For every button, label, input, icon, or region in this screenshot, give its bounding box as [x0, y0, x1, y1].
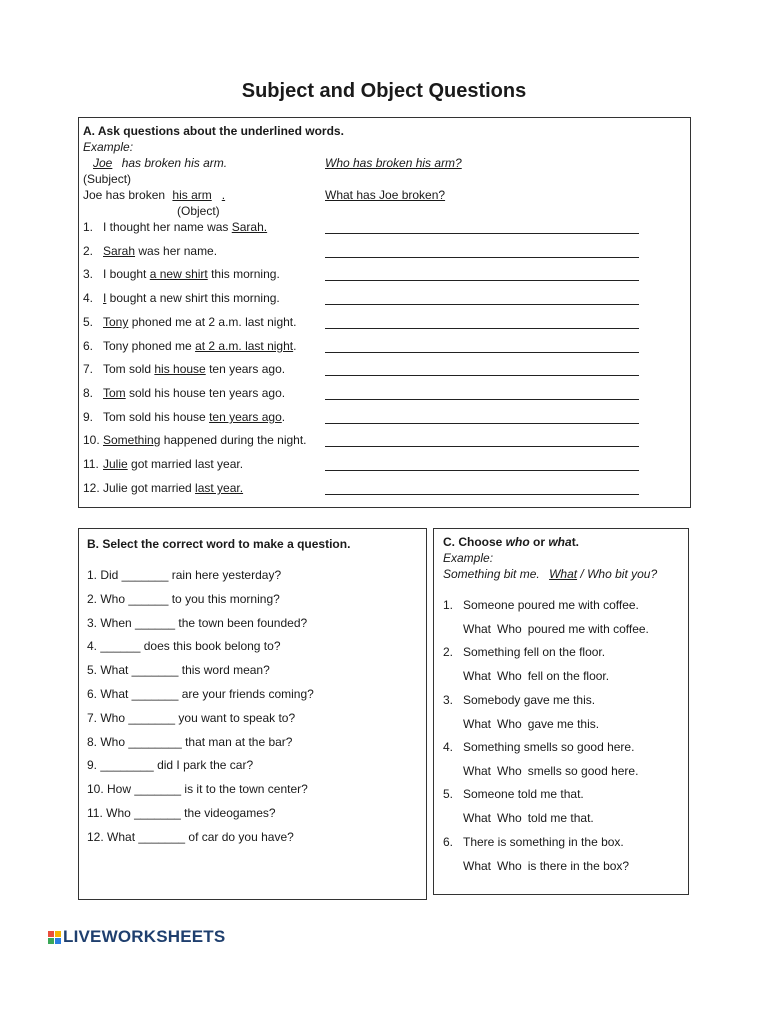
heading-part: or [529, 535, 549, 549]
choice-row [463, 668, 609, 684]
answer-line[interactable] [325, 233, 639, 234]
item-underlined: at 2 a.m. last night [195, 339, 294, 353]
answer-line[interactable] [325, 423, 639, 424]
choice-row [463, 716, 599, 732]
liveworksheets-logo [48, 927, 225, 947]
item-number: 6. [443, 835, 454, 849]
example-1-sentence [83, 155, 227, 171]
item-pre: Julie got married [103, 481, 196, 495]
choice-who[interactable]: Who [497, 859, 522, 873]
item-underlined: ten years ago [209, 410, 282, 424]
section-c-heading [443, 534, 579, 550]
section-a-item [83, 409, 285, 425]
section-a-item [83, 266, 280, 282]
item-number: 8. [83, 386, 94, 400]
choice-what[interactable]: What [463, 717, 492, 731]
section-b-item: 4. ______ does this book belong to? [87, 639, 281, 653]
item-underlined: Something [103, 433, 161, 447]
item-post: . [281, 410, 286, 424]
answer-line[interactable] [325, 399, 639, 400]
choice-who[interactable]: Who [497, 811, 522, 825]
logo-text: LIVEWORKSHEETS [63, 927, 226, 946]
item-post: got married last year. [127, 457, 244, 471]
section-b-item: 9. ________ did I park the car? [87, 758, 254, 772]
item-text: Somebody gave me this. [463, 693, 596, 707]
section-c-example [443, 566, 657, 582]
section-b-item: 6. What _______ are your friends coming? [87, 687, 314, 701]
item-number: 2. [443, 645, 454, 659]
section-c-item [443, 786, 584, 802]
item-number: 3. [83, 267, 94, 281]
item-number: 1. [443, 598, 454, 612]
section-a-box [78, 117, 691, 508]
choice-what[interactable]: What [463, 764, 492, 778]
choice-what[interactable]: What [463, 669, 492, 683]
example-2-post: . [221, 188, 226, 202]
item-underlined: Tom [103, 386, 126, 400]
section-b-item: 5. What _______ this word mean? [87, 663, 270, 677]
section-b-box [78, 528, 427, 900]
choice-row [463, 810, 594, 826]
section-a-item [83, 243, 217, 259]
item-number: 4. [83, 291, 94, 305]
item-text: Someone told me that. [463, 787, 584, 801]
item-post: phoned me at 2 a.m. last night. [128, 315, 297, 329]
item-text: Something smells so good here. [463, 740, 635, 754]
item-number: 5. [83, 315, 94, 329]
item-underlined: a new shirt [149, 267, 208, 281]
choice-who[interactable]: Who [497, 764, 522, 778]
item-post: was her name. [135, 244, 218, 258]
section-b-item: 12. What _______ of car do you have? [87, 830, 294, 844]
example-2-answer: What has Joe broken? [325, 188, 446, 202]
section-c-item [443, 692, 595, 708]
item-post: sold his house ten years ago. [125, 386, 286, 400]
item-number: 10. [83, 433, 100, 447]
item-post: happened during the night. [160, 433, 307, 447]
section-a-item [83, 219, 267, 235]
item-pre: Tony phoned me [103, 339, 196, 353]
item-number: 5. [443, 787, 454, 801]
item-underlined: Sarah [103, 244, 136, 258]
section-b-item: 1. Did _______ rain here yesterday? [87, 568, 282, 582]
answer-line[interactable] [325, 328, 639, 329]
item-underlined: I [103, 291, 107, 305]
choice-row [463, 858, 629, 874]
item-number: 4. [443, 740, 454, 754]
example-2-sentence [83, 187, 225, 203]
section-a-item [83, 361, 285, 377]
answer-line[interactable] [325, 304, 639, 305]
choice-question: gave me this. [527, 717, 600, 731]
example-1-rest: has broken his arm. [121, 156, 228, 170]
answer-line[interactable] [325, 446, 639, 447]
section-c-item [443, 597, 639, 613]
example-post: / Who bit you? [580, 567, 658, 581]
item-post: ten years ago. [205, 362, 286, 376]
choice-who[interactable]: Who [497, 669, 522, 683]
item-text: Someone poured me with coffee. [463, 598, 639, 612]
example-1-answer: Who has broken his arm? [325, 156, 462, 170]
item-underlined: Sarah. [231, 220, 268, 234]
item-number: 11. [83, 457, 99, 471]
section-a-item [83, 432, 307, 448]
choice-what[interactable]: What [463, 811, 492, 825]
item-post: this morning. [207, 267, 280, 281]
choice-question: poured me with coffee. [527, 622, 649, 636]
section-c-item [443, 739, 634, 755]
item-number: 1. [83, 220, 94, 234]
section-c-box [433, 528, 689, 895]
choice-question: told me that. [527, 811, 594, 825]
item-underlined: his house [154, 362, 206, 376]
page-title: Subject and Object Questions [241, 80, 527, 102]
item-number: 6. [83, 339, 94, 353]
section-b-item: 2. Who ______ to you this morning? [87, 592, 280, 606]
choice-question: is there in the box? [527, 859, 630, 873]
section-a-heading: A. Ask questions about the underlined words. [83, 124, 344, 138]
answer-line[interactable] [325, 280, 639, 281]
logo-grid-icon [48, 931, 61, 944]
section-a-item [83, 314, 296, 330]
item-post: bought a new shirt this morning. [106, 291, 280, 305]
section-c-item [443, 834, 624, 850]
section-b-item: 11. Who _______ the videogames? [87, 806, 276, 820]
item-number: 9. [83, 410, 94, 424]
heading-what: wha [548, 535, 572, 549]
section-b-item: 10. How _______ is it to the town center? [87, 782, 308, 796]
example-1-tag: (Subject) [83, 172, 132, 186]
answer-line[interactable] [325, 375, 639, 376]
item-text: Something fell on the floor. [463, 645, 606, 659]
item-number: 7. [83, 362, 94, 376]
heading-part: t. [571, 535, 580, 549]
answer-line[interactable] [325, 352, 639, 353]
section-a-item [83, 338, 296, 354]
item-underlined: last year. [195, 481, 244, 495]
choice-question: fell on the floor. [527, 669, 610, 683]
answer-line[interactable] [325, 470, 639, 471]
example-2-pre: Joe has broken [83, 188, 166, 202]
example-2-object: his arm [172, 188, 212, 202]
section-c-example-label: Example: [443, 551, 494, 565]
choice-row [463, 621, 649, 637]
item-post: . [293, 339, 297, 353]
example-2-tag: (Object) [177, 204, 220, 218]
choice-what[interactable]: What [463, 622, 492, 636]
item-number: 2. [83, 244, 94, 258]
section-a-item [83, 480, 243, 496]
answer-line[interactable] [325, 494, 639, 495]
item-underlined: Tony [103, 315, 129, 329]
example-what-choice: What [549, 567, 578, 581]
item-text: There is something in the box. [463, 835, 624, 849]
section-b-heading: B. Select the correct word to make a question. [87, 537, 351, 551]
choice-what[interactable]: What [463, 859, 492, 873]
example-label: Example: [83, 140, 134, 154]
item-number: 12. [83, 481, 100, 495]
heading-who: who [505, 535, 530, 549]
section-c-item [443, 644, 605, 660]
section-b-item: 8. Who ________ that man at the bar? [87, 735, 293, 749]
item-pre: I bought [103, 267, 150, 281]
section-a-item [83, 385, 285, 401]
item-pre: I thought her name was [103, 220, 232, 234]
item-underlined: Julie [103, 457, 128, 471]
example-1-subject: Joe [93, 156, 113, 170]
choice-who[interactable]: Who [497, 717, 522, 731]
item-number: 3. [443, 693, 454, 707]
item-pre: Tom sold [103, 362, 155, 376]
item-pre: Tom sold his house [103, 410, 210, 424]
section-b-item: 7. Who _______ you want to speak to? [87, 711, 296, 725]
choice-question: smells so good here. [527, 764, 639, 778]
section-a-item [83, 290, 280, 306]
heading-part: C. Choose [443, 535, 506, 549]
section-b-item: 3. When ______ the town been founded? [87, 616, 308, 630]
choice-row [463, 763, 638, 779]
choice-who[interactable]: Who [497, 622, 522, 636]
section-a-item [83, 456, 243, 472]
example-pre: Something bit me. [443, 567, 540, 581]
answer-line[interactable] [325, 257, 639, 258]
